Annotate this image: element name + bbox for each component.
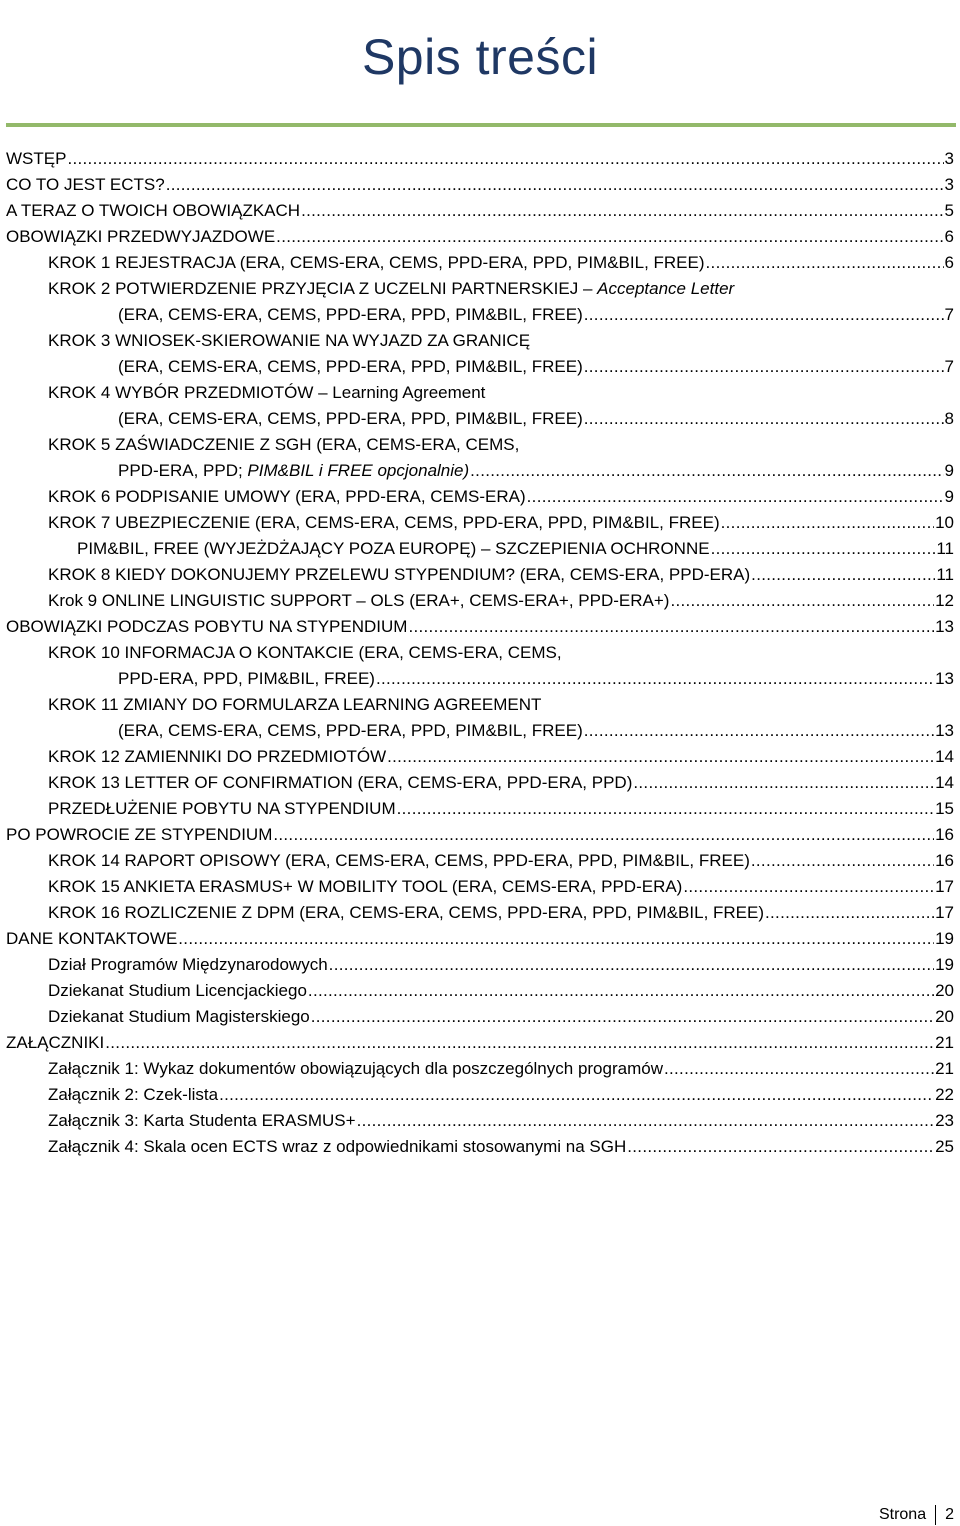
toc-leader: [584, 354, 944, 380]
toc-entry[interactable]: [48, 848, 954, 874]
toc-entry-title: Załącznik 3: Karta Studenta ERASMUS+: [48, 1111, 356, 1130]
toc-entry-title: PRZEDŁUŻENIE POBYTU NA STYPENDIUM: [48, 799, 396, 818]
toc-entry-title-cont-plain: PPD-ERA, PPD;: [118, 461, 248, 480]
toc-leader: [683, 874, 934, 900]
toc-page-number: 14: [935, 747, 954, 766]
toc-page-number: 19: [935, 955, 954, 974]
toc-leader: [166, 172, 944, 198]
toc-entry[interactable]: [48, 1082, 954, 1108]
toc-entry[interactable]: [118, 354, 954, 380]
toc-page-number: 7: [944, 357, 954, 376]
toc-leader: [527, 484, 944, 510]
toc-leader: [308, 978, 934, 1004]
toc-entry-title-cont: (ERA, CEMS-ERA, CEMS, PPD-ERA, PPD, PIM&BIL, FREE): [118, 305, 583, 324]
toc-leader: [376, 666, 934, 692]
toc-entry[interactable]: [48, 744, 954, 770]
toc-page-number: 6: [944, 253, 954, 272]
toc-entry[interactable]: [118, 458, 954, 484]
page-footer: [879, 1505, 954, 1525]
toc-entry-title: Dziekanat Studium Magisterskiego: [48, 1007, 310, 1026]
toc-entry[interactable]: [48, 1134, 954, 1160]
toc-entry-title: Dziekanat Studium Licencjackiego: [48, 981, 307, 1000]
toc-entry-title: WSTĘP: [6, 149, 67, 168]
toc-entry[interactable]: [6, 614, 954, 640]
toc-entry-title: Załącznik 2: Czek-lista: [48, 1085, 219, 1104]
toc-entry-title: KROK 3 WNIOSEK-SKIEROWANIE NA WYJAZD ZA GRANICĘ: [48, 331, 531, 350]
toc-page-number: 25: [935, 1137, 954, 1156]
toc-entry-first-line[interactable]: [48, 276, 734, 302]
toc-page-number: 21: [935, 1033, 954, 1052]
toc-entry[interactable]: [6, 224, 954, 250]
toc-page-number: 19: [935, 929, 954, 948]
toc-page-number: 9: [944, 461, 954, 480]
toc-leader: [751, 562, 935, 588]
toc-entry-title: KROK 10 INFORMACJA O KONTAKCIE (ERA, CEMS-ERA, CEMS,: [48, 643, 562, 662]
toc-entry-title: KROK 16 ROZLICZENIE Z DPM (ERA, CEMS-ERA, CEMS, PPD-ERA, PPD, PIM&BIL, FREE): [48, 903, 765, 922]
toc-entry-title-cont: [118, 458, 469, 484]
toc-entry[interactable]: [48, 796, 954, 822]
footer-page-number: 2: [945, 1506, 954, 1523]
toc-page-number: 6: [944, 227, 954, 246]
toc-leader: [357, 1108, 935, 1134]
toc-entry[interactable]: [48, 588, 954, 614]
toc-entry[interactable]: [48, 900, 954, 926]
toc-leader: [584, 406, 944, 432]
toc-entry-title-cont: (ERA, CEMS-ERA, CEMS, PPD-ERA, PPD, PIM&BIL, FREE): [118, 409, 583, 428]
toc-entry-title: A TERAZ O TWOICH OBOWIĄZKACH: [6, 201, 301, 220]
toc-leader: [721, 510, 934, 536]
toc-leader: [751, 848, 934, 874]
toc-page-number: 15: [935, 799, 954, 818]
toc-leader: [408, 614, 934, 640]
toc-page-number: 8: [944, 409, 954, 428]
toc-page-number: 11: [936, 565, 954, 584]
toc-leader: [311, 1004, 934, 1030]
toc-entry[interactable]: [48, 250, 954, 276]
toc-entry-title: KROK 4 WYBÓR PRZEDMIOTÓW – Learning Agreement: [48, 383, 486, 402]
toc-leader: [664, 1056, 934, 1082]
toc-entry-title: KROK 11 ZMIANY DO FORMULARZA LEARNING AGREEMENT: [48, 695, 542, 714]
toc-entry-title: CO TO JEST ECTS?: [6, 175, 165, 194]
toc-entry-title: KROK 12 ZAMIENNIKI DO PRZEDMIOTÓW: [48, 747, 387, 766]
toc-entry-title-cont: (ERA, CEMS-ERA, CEMS, PPD-ERA, PPD, PIM&BIL, FREE): [118, 357, 583, 376]
toc-leader: [584, 718, 934, 744]
toc-page-number: 20: [935, 981, 954, 1000]
toc-entry-title: PO POWROCIE ZE STYPENDIUM: [6, 825, 273, 844]
toc-page-number: 13: [935, 721, 954, 740]
toc-entry[interactable]: [48, 978, 954, 1004]
toc-entry[interactable]: [6, 822, 954, 848]
toc-leader: [273, 822, 934, 848]
toc-entry-title: KROK 8 KIEDY DOKONUJEMY PRZELEWU STYPENDIUM? (ERA, CEMS-ERA, PPD-ERA): [48, 565, 751, 584]
toc-leader: [765, 900, 934, 926]
footer-separator: [935, 1505, 936, 1525]
toc-page-number: 3: [944, 175, 954, 194]
toc-entry-title: KROK 2 POTWIERDZENIE PRZYJĘCIA Z UCZELNI PARTNERSKIEJ: [48, 279, 579, 298]
toc-entry-title: KROK 6 PODPISANIE UMOWY (ERA, PPD-ERA, CEMS-ERA): [48, 487, 526, 506]
footer-label: Strona: [878, 1506, 927, 1523]
toc-entry[interactable]: [6, 172, 954, 198]
toc-entry[interactable]: [48, 874, 954, 900]
toc-entry[interactable]: [118, 666, 954, 692]
title-underline: [6, 123, 956, 127]
toc-entry[interactable]: [118, 302, 954, 328]
toc-page-number: 23: [935, 1111, 954, 1130]
toc-entry-title: Krok 9 ONLINE LINGUISTIC SUPPORT – OLS (ERA+, CEMS-ERA+, PPD-ERA+): [48, 591, 670, 610]
toc-page-number: 5: [944, 201, 954, 220]
toc-leader: [301, 198, 943, 224]
toc-leader: [706, 250, 944, 276]
toc-entry-first-line[interactable]: [48, 692, 541, 718]
toc-page-number: 13: [935, 669, 954, 688]
toc-entry-title-cont-italic: PIM&BIL i FREE opcjonalnie): [247, 461, 470, 480]
toc-entry-title: KROK 13 LETTER OF CONFIRMATION (ERA, CEMS-ERA, PPD-ERA, PPD): [48, 773, 633, 792]
toc-leader: [397, 796, 934, 822]
toc-dash: –: [578, 279, 598, 298]
toc-entry-title: KROK 5 ZAŚWIADCZENIE Z SGH (ERA, CEMS-ERA, CEMS,: [48, 435, 520, 454]
toc-leader: [105, 1030, 934, 1056]
toc-leader: [276, 224, 943, 250]
toc-entry[interactable]: [6, 1030, 954, 1056]
toc-entry-title: OBOWIĄZKI PODCZAS POBYTU NA STYPENDIUM: [6, 617, 408, 636]
toc-page-number: 16: [935, 851, 954, 870]
toc-page-number: 12: [935, 591, 954, 610]
toc-page-number: 17: [935, 903, 954, 922]
toc-entry[interactable]: [6, 146, 954, 172]
toc-entry-title: ZAŁĄCZNIKI: [6, 1033, 105, 1052]
toc-page-number: 9: [944, 487, 954, 506]
toc-page-number: 14: [935, 773, 954, 792]
toc-entry-first-line[interactable]: [48, 328, 530, 354]
toc-entry-title: OBOWIĄZKI PRZEDWYJAZDOWE: [6, 227, 276, 246]
toc-entry[interactable]: [48, 1056, 954, 1082]
toc-entry-title: Załącznik 1: Wykaz dokumentów obowiązujących dla poszczególnych programów: [48, 1059, 663, 1078]
toc-entry[interactable]: [118, 406, 954, 432]
toc-entry-title: KROK 14 RAPORT OPISOWY (ERA, CEMS-ERA, CEMS, PPD-ERA, PPD, PIM&BIL, FREE): [48, 851, 750, 870]
toc-entry-title: DANE KONTAKTOWE: [6, 929, 178, 948]
toc-leader: [387, 744, 934, 770]
toc-entry[interactable]: [48, 484, 954, 510]
toc-entry-first-line[interactable]: [48, 432, 519, 458]
page-title: Spis treści: [361, 29, 599, 85]
toc-entry-title-italic: Acceptance Letter: [597, 279, 735, 298]
toc-entry-title-cont: (ERA, CEMS-ERA, CEMS, PPD-ERA, PPD, PIM&BIL, FREE): [118, 721, 583, 740]
toc-page-number: 10: [935, 513, 954, 532]
toc-page-number: 3: [944, 149, 954, 168]
toc-leader: [219, 1082, 934, 1108]
toc-page-number: 11: [936, 539, 954, 558]
toc-entry[interactable]: [48, 1108, 954, 1134]
toc-entry[interactable]: [48, 1004, 954, 1030]
toc-entry-title: Załącznik 4: Skala ocen ECTS wraz z odpowiednikami stosowanymi na SGH: [48, 1137, 627, 1156]
toc-leader: [470, 458, 943, 484]
toc-entry-title: KROK 7 UBEZPIECZENIE (ERA, CEMS-ERA, CEMS, PPD-ERA, PPD, PIM&BIL, FREE): [48, 513, 720, 532]
toc-leader: [711, 536, 936, 562]
toc-page-number: 20: [935, 1007, 954, 1026]
toc-leader: [633, 770, 934, 796]
toc-entry-title-cont: PPD-ERA, PPD, PIM&BIL, FREE): [118, 669, 375, 688]
toc-page-number: 16: [935, 825, 954, 844]
toc-entry-title: KROK 1 REJESTRACJA (ERA, CEMS-ERA, CEMS, PPD-ERA, PPD, PIM&BIL, FREE): [48, 253, 705, 272]
toc-page-number: 13: [935, 617, 954, 636]
toc-leader: [670, 588, 934, 614]
toc-leader: [329, 952, 934, 978]
toc-leader: [584, 302, 944, 328]
toc-entry[interactable]: [77, 536, 954, 562]
toc-entry-title: PIM&BIL, FREE (WYJEŻDŻAJĄCY POZA EUROPĘ) – SZCZEPIENIA OCHRONNE: [77, 539, 710, 558]
toc-entry[interactable]: [118, 718, 954, 744]
toc-page-number: 21: [935, 1059, 954, 1078]
toc-entry[interactable]: [48, 510, 954, 536]
toc-entry[interactable]: [48, 770, 954, 796]
toc-page-number: 22: [935, 1085, 954, 1104]
toc-entry-title: Dział Programów Międzynarodowych: [48, 955, 328, 974]
toc-page-number: 7: [944, 305, 954, 324]
toc-page-number: 17: [935, 877, 954, 896]
toc-entry-title: KROK 15 ANKIETA ERASMUS+ W MOBILITY TOOL (ERA, CEMS-ERA, PPD-ERA): [48, 877, 683, 896]
toc-leader: [627, 1134, 934, 1160]
toc-entry-first-line[interactable]: [48, 380, 485, 406]
toc-entry[interactable]: [48, 562, 954, 588]
toc-entry[interactable]: [48, 952, 954, 978]
toc-leader: [67, 146, 943, 172]
toc-entry[interactable]: [6, 198, 954, 224]
toc-leader: [178, 926, 934, 952]
toc-entry-first-line[interactable]: [48, 640, 562, 666]
toc-entry[interactable]: [6, 926, 954, 952]
